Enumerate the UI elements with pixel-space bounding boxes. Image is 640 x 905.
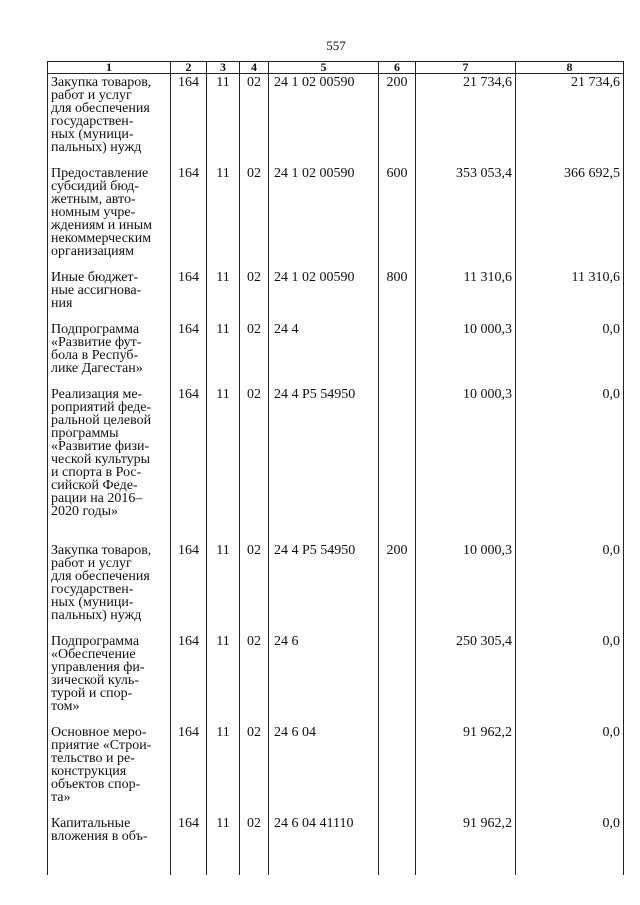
name-line: сийской Феде-	[51, 477, 138, 493]
cell-expense-type: 800	[379, 269, 416, 321]
column-header-6: 6	[379, 62, 416, 74]
name-line: ческой культуры	[51, 451, 151, 467]
table-body	[48, 74, 624, 875]
name-line: Предоставление	[51, 165, 149, 181]
name-line: ральной целевой	[51, 412, 152, 428]
table-row	[48, 815, 624, 875]
cell-expense-type: 200	[379, 542, 416, 633]
name-line: программы	[51, 425, 119, 441]
cell-amount-2: 366 692,5	[516, 165, 624, 269]
name-line: некоммерческим	[51, 230, 152, 246]
cell-name	[48, 165, 171, 269]
name-line: турой и спор-	[51, 685, 133, 701]
cell-target-article: 24 6 04	[269, 724, 379, 815]
name-line: «Обеспечение	[51, 646, 136, 662]
cell-chapter: 164	[171, 165, 207, 269]
name-line: Иные бюджет-	[51, 269, 139, 285]
cell-section: 11	[207, 321, 240, 386]
name-line: вложения в объ-	[51, 828, 148, 844]
cell-amount-2: 0,0	[516, 386, 624, 542]
name-line: та»	[51, 789, 71, 805]
name-line: работ и услуг	[51, 555, 132, 571]
table-row	[48, 321, 624, 386]
name-line: работ и услуг	[51, 88, 132, 103]
cell-section: 11	[207, 724, 240, 815]
cell-target-article: 24 4 P5 54950	[269, 542, 379, 633]
name-line: зической куль-	[51, 672, 139, 688]
cell-expense-type	[379, 815, 416, 875]
cell-target-article: 24 1 02 00590	[269, 269, 379, 321]
cell-amount-2: 0,0	[516, 724, 624, 815]
cell-section: 11	[207, 165, 240, 269]
cell-section: 11	[207, 269, 240, 321]
cell-chapter: 164	[171, 386, 207, 542]
cell-name	[48, 724, 171, 815]
column-header-1: 1	[48, 62, 171, 74]
cell-name	[48, 74, 171, 165]
cell-subsection: 02	[240, 815, 269, 875]
cell-target-article: 24 1 02 00590	[269, 165, 379, 269]
cell-chapter: 164	[171, 815, 207, 875]
cell-expense-type: 200	[379, 74, 416, 165]
table-row	[48, 269, 624, 321]
table-row	[48, 633, 624, 724]
cell-target-article: 24 4	[269, 321, 379, 386]
cell-subsection: 02	[240, 269, 269, 321]
cell-amount-2: 0,0	[516, 542, 624, 633]
cell-name	[48, 321, 171, 386]
cell-chapter: 164	[171, 542, 207, 633]
column-header-3: 3	[207, 62, 240, 74]
cell-amount-1: 21 734,6	[416, 74, 516, 165]
name-line: Реализация ме-	[51, 386, 143, 402]
name-line: Подпрограмма	[51, 633, 140, 649]
cell-section: 11	[207, 633, 240, 724]
name-line: Закупка товаров,	[51, 542, 152, 558]
page-number: 557	[326, 38, 346, 53]
cell-section: 11	[207, 386, 240, 542]
name-line: лике Дагестан»	[51, 360, 143, 376]
name-line: субсидий бюд-	[51, 178, 139, 194]
cell-expense-type	[379, 321, 416, 386]
column-header-7: 7	[416, 62, 516, 74]
name-line: Капитальные	[51, 815, 131, 831]
name-line: «Развитие физи-	[51, 438, 150, 454]
cell-amount-1: 250 305,4	[416, 633, 516, 724]
cell-amount-2: 11 310,6	[516, 269, 624, 321]
name-line: пальных) нужд	[51, 140, 142, 155]
name-line: 2020 годы»	[51, 503, 119, 519]
name-line: ждениям и иным	[51, 217, 153, 233]
cell-amount-2: 0,0	[516, 633, 624, 724]
cell-amount-1: 91 962,2	[416, 815, 516, 875]
name-line: номным учре-	[51, 204, 136, 220]
cell-target-article: 24 1 02 00590	[269, 74, 379, 165]
name-line: для обеспечения	[51, 568, 150, 584]
cell-amount-1: 10 000,3	[416, 386, 516, 542]
cell-section: 11	[207, 542, 240, 633]
cell-amount-2: 0,0	[516, 321, 624, 386]
cell-subsection: 02	[240, 633, 269, 724]
name-line: управления фи-	[51, 659, 145, 675]
cell-name	[48, 815, 171, 875]
cell-name	[48, 633, 171, 724]
cell-chapter: 164	[171, 269, 207, 321]
column-header-4: 4	[240, 62, 269, 74]
column-header-8: 8	[516, 62, 624, 74]
table-row	[48, 542, 624, 633]
cell-chapter: 164	[171, 321, 207, 386]
name-line: объектов спор-	[51, 776, 141, 792]
name-line: Подпрограмма	[51, 321, 140, 337]
name-line: государствен-	[51, 581, 134, 597]
cell-amount-1: 353 053,4	[416, 165, 516, 269]
name-line: ные ассигнова-	[51, 282, 142, 298]
name-line: «Развитие фут-	[51, 334, 142, 350]
cell-target-article: 24 6 04 41110	[269, 815, 379, 875]
name-line: бола в Респуб-	[51, 347, 139, 363]
table-row	[48, 386, 624, 542]
cell-expense-type: 600	[379, 165, 416, 269]
cell-section: 11	[207, 74, 240, 165]
cell-subsection: 02	[240, 165, 269, 269]
cell-target-article: 24 4 P5 54950	[269, 386, 379, 542]
cell-subsection: 02	[240, 386, 269, 542]
table-header-row	[48, 62, 624, 74]
column-header-2: 2	[171, 62, 207, 74]
cell-chapter: 164	[171, 633, 207, 724]
name-line: пальных) нужд	[51, 607, 142, 623]
cell-chapter: 164	[171, 74, 207, 165]
cell-section: 11	[207, 815, 240, 875]
name-line: ных (муници-	[51, 127, 134, 142]
cell-amount-2: 0,0	[516, 815, 624, 875]
name-line: тельство и ре-	[51, 750, 135, 766]
name-line: и спорта в Рос-	[51, 464, 142, 480]
table-row	[48, 74, 624, 165]
column-header-5: 5	[269, 62, 379, 74]
name-line: рации на 2016–	[51, 490, 143, 506]
name-line: жетным, авто-	[51, 191, 136, 207]
name-line: ния	[51, 295, 73, 311]
name-line: Закупка товаров,	[51, 75, 152, 90]
cell-name	[48, 542, 171, 633]
name-line: приятие «Строи-	[51, 737, 152, 753]
table-row	[48, 724, 624, 815]
cell-amount-1: 10 000,3	[416, 321, 516, 386]
name-line: для обеспечения	[51, 101, 150, 116]
budget-table	[47, 61, 624, 875]
name-line: государствен-	[51, 114, 134, 129]
cell-target-article: 24 6	[269, 633, 379, 724]
cell-amount-1: 91 962,2	[416, 724, 516, 815]
cell-subsection: 02	[240, 74, 269, 165]
cell-name	[48, 269, 171, 321]
cell-name	[48, 386, 171, 542]
cell-amount-2: 21 734,6	[516, 74, 624, 165]
name-line: том»	[51, 698, 80, 714]
cell-expense-type	[379, 724, 416, 815]
cell-chapter: 164	[171, 724, 207, 815]
cell-amount-1: 11 310,6	[416, 269, 516, 321]
name-line: ных (муници-	[51, 594, 134, 610]
cell-amount-1: 10 000,3	[416, 542, 516, 633]
cell-subsection: 02	[240, 321, 269, 386]
cell-subsection: 02	[240, 542, 269, 633]
table-row	[48, 165, 624, 269]
name-line: конструкция	[51, 763, 127, 779]
cell-expense-type	[379, 386, 416, 542]
name-line: роприятий феде-	[51, 399, 152, 415]
cell-expense-type	[379, 633, 416, 724]
name-line: Основное меро-	[51, 724, 147, 740]
name-line: организациям	[51, 243, 134, 259]
cell-subsection: 02	[240, 724, 269, 815]
